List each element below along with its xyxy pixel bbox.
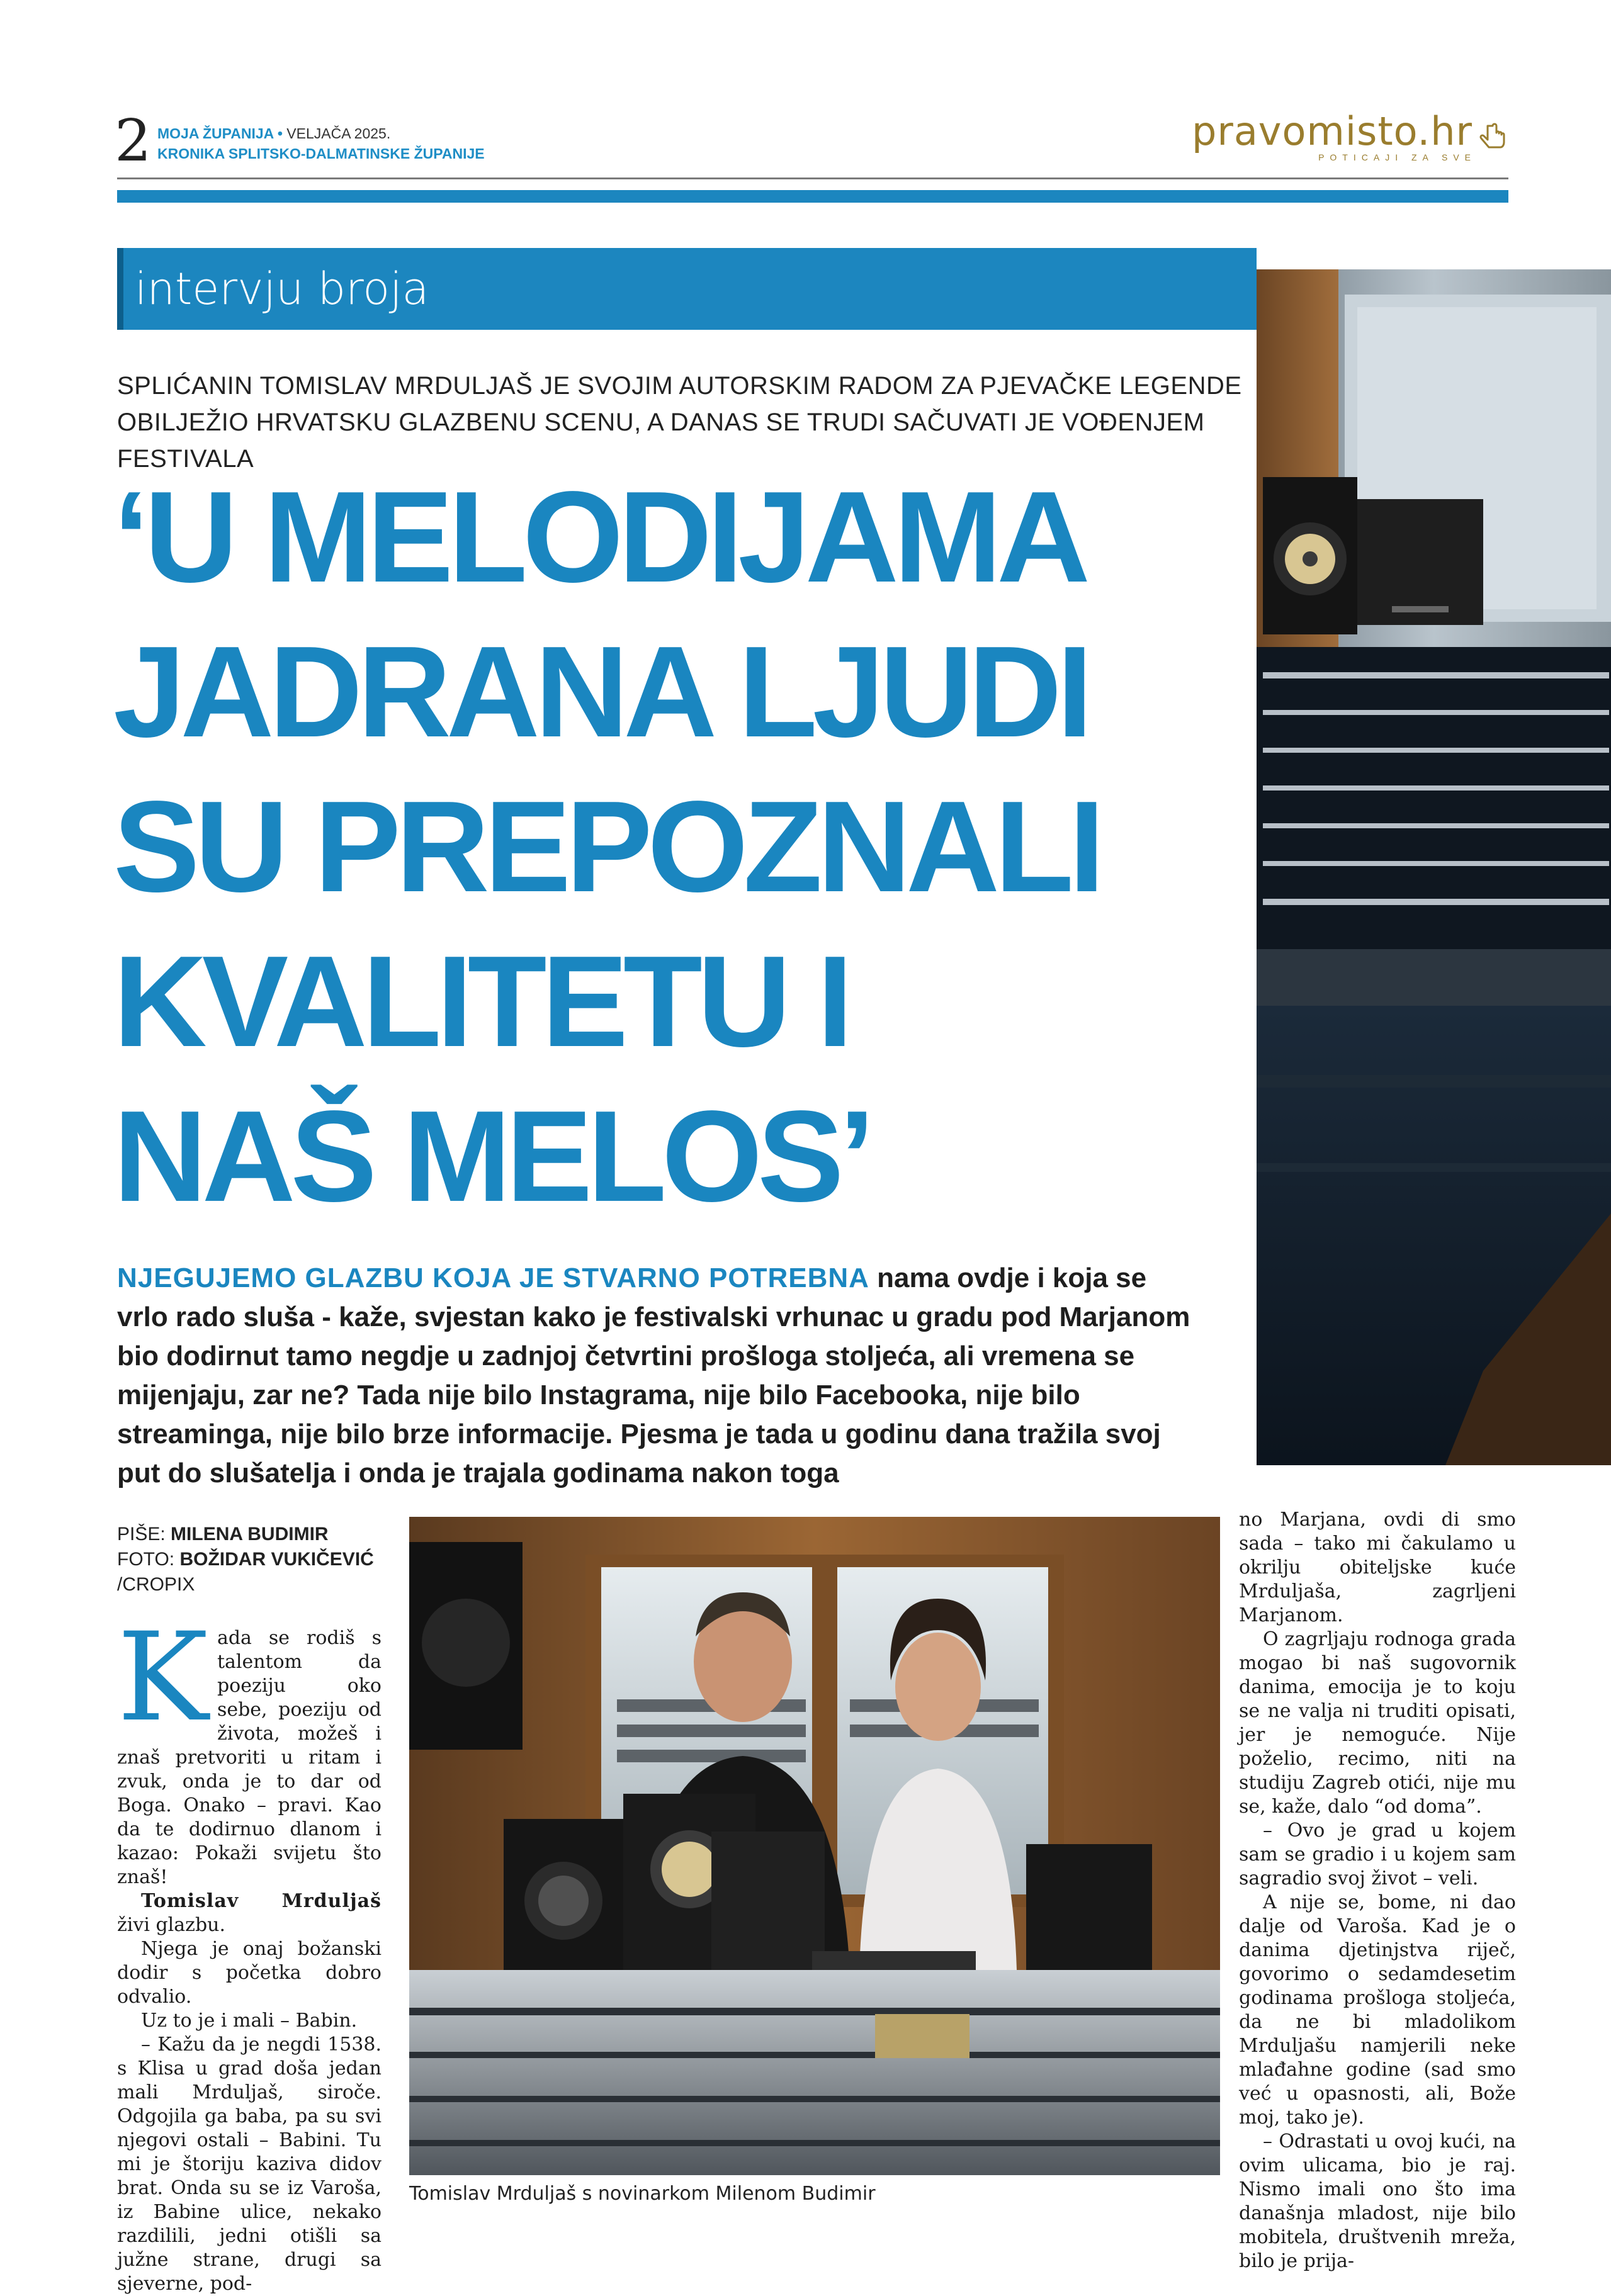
paragraph: Uz to je i mali – Babin. <box>141 2010 358 2032</box>
paragraph: A nije se, bome, ni dao dalje od Varoša. Kad je o danima djetinjstva riječ, govorimo o sedamdesetim godinama prošloga stoljeća, da ne bi mladolikom Mrduljašu namjerili neke mlađahne godine (sad smo već u opasnosti, ali, Bože moj, tako je). <box>1239 1891 1516 2129</box>
studio-photo <box>1257 269 1611 1465</box>
headline-line: NAŠ MELOS’ <box>113 1084 870 1229</box>
lead-text: nama ovdje i koja se vrlo rado sluša - kaže, svjestan kako je festivalski vrhunac u gradu pod Marjanom bio dodirnut tamo negdje u zadnjoj četvrtini prošloga stoljeća, ali vremena se mijenjaju, zar ne? Tada nije bilo Instagrama, nije bilo Facebooka, nije bilo streaminga, nije bilo brze informacije. Pjesma je tada u godinu dana tražila svoj put do slušatelja i onda je trajala godinama nakon toga <box>117 1263 1190 1488</box>
interview-illustration <box>409 1517 1220 2175</box>
issue-date: VELJAČA 2025. <box>286 125 391 142</box>
paragraph: Njega je onaj božanski dodir s početka dobro odvalio. <box>117 1938 382 2008</box>
drop-cap: K <box>117 1606 208 1748</box>
headline-line: KVALITETU I <box>113 929 849 1074</box>
publication-name: MOJA ŽUPANIJA <box>157 125 274 142</box>
author-label: PIŠE: <box>117 1524 166 1545</box>
studio-illustration <box>1257 269 1611 1465</box>
paragraph <box>117 1889 382 1937</box>
article-column-1 <box>117 1606 382 2296</box>
paragraph: ada se rodiš s talentom da poeziju oko sebe, poeziju od života, možeš i znaš pretvoriti u ritam i zvuk, onda je to dar od Boga. Onako – pravi. Kao da te dodirnuo dlanom i kazao: Pokaži svijetu što znaš! <box>117 1627 382 1888</box>
header-blue-bar <box>117 190 1508 203</box>
publication-subtitle: KRONIKA SPLITSKO-DALMATINSKE ŽUPANIJE <box>157 145 485 162</box>
photo-agency: /CROPIX <box>117 1574 195 1595</box>
photographer-name: BOŽIDAR VUKIČEVIĆ <box>179 1549 374 1570</box>
section-label: intervju broja <box>135 263 429 315</box>
kicker-line-1: SPLIĆANIN TOMISLAV MRDULJAŠ JE SVOJIM AUTORSKIM RADOM ZA PJEVAČKE LEGENDE <box>117 372 1242 400</box>
kicker-line-2: OBILJEŽIO HRVATSKU GLAZBENU SCENU, A DANAS SE TRUDI SAČUVATI JE VOĐENJEM FESTIVALA <box>117 408 1205 473</box>
headline-line: SU PREPOZNALI <box>113 774 1100 919</box>
brand-logo <box>1191 108 1504 169</box>
separator-dot: • <box>277 125 283 142</box>
author-name: MILENA BUDIMIR <box>171 1524 329 1545</box>
photo-caption: Tomislav Mrduljaš s novinarkom Milenom Budimir <box>409 2183 876 2205</box>
person-name: Tomislav Mrduljaš <box>141 1890 382 1912</box>
paragraph: – Odrastati u ovoj kući, na ovim ulicama, bio je raj. Nismo imali ono što ima današnja mladost, nije bilo mobitela, društvenih mreža, bilo je prija- <box>1239 2130 1516 2272</box>
paragraph: O zagrljaju rodnoga grada mogao bi naš sugovornik danima, emocija je to koju se ne valja ni truditi opisati, jer je nemoguće. Nije poželio, recimo, niti na studiju Zagreb otići, nije mu se, kaže, dalo “od doma”. <box>1239 1628 1516 1818</box>
lead-highlight: NJEGUJEMO GLAZBU KOJA JE STVARNO POTREBNA <box>117 1263 869 1293</box>
lead-paragraph <box>117 1259 1200 1493</box>
paragraph: – Ovo je grad u kojem sam se gradio i u kojem sam sagradio svoj život – veli. <box>1239 1820 1516 1889</box>
headline-line: ‘U MELODIJAMA <box>113 464 1085 609</box>
paragraph: – Kažu da je negdi 1538. s Klisa u grad doša jedan mali Mrduljaš, siroče. Odgojila ga baba, pa su svi njegovi ostali – Babini. Tu mi je štoriju kaziva didov brat. Onda su se iz Varoša, iz Babine ulice, nekako razdilili, jedni otišli sa južne strane, drugi sa sjeverne, pod- <box>117 2034 382 2295</box>
pointing-hand-icon <box>1479 122 1506 152</box>
headline-line: JADRANA LJUDI <box>113 619 1088 764</box>
photo-label: FOTO: <box>117 1549 175 1570</box>
section-tag <box>117 248 1257 330</box>
byline <box>117 1522 394 1597</box>
paragraph-text: živi glazbu. <box>117 1914 226 1936</box>
header-rule <box>117 177 1508 179</box>
publication-header <box>157 123 485 164</box>
page-number: 2 <box>115 107 152 174</box>
paragraph: no Marjana, ovdi di smo sada – tako mi čakulamo u okrilju obiteljske kuće Mrduljaša, zagrljeni Marjanom. <box>1239 1509 1516 1626</box>
brand-name: pravomisto.hr <box>1191 108 1473 154</box>
article-column-3 <box>1239 1508 1516 2273</box>
headline <box>113 459 1272 1234</box>
interview-photo <box>409 1517 1220 2175</box>
brand-tagline: POTICAJI ZA SVE <box>1318 152 1476 162</box>
